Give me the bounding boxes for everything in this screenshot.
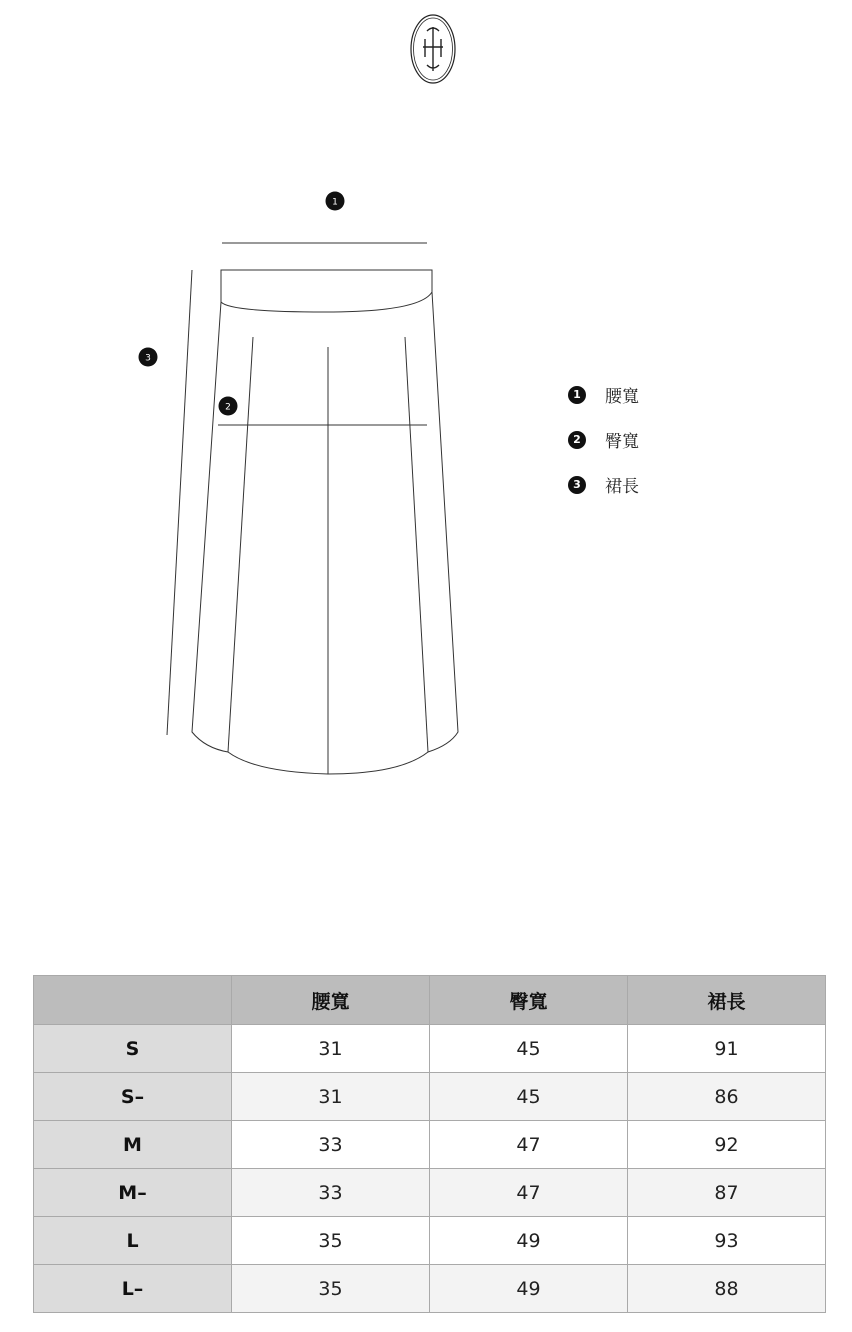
waist-value: 33 (232, 1169, 430, 1217)
length-value: 91 (628, 1025, 826, 1073)
length-value: 93 (628, 1217, 826, 1265)
hip-value: 45 (430, 1025, 628, 1073)
column-header-waist: 腰寬 (232, 976, 430, 1025)
column-header-hip: 臀寬 (430, 976, 628, 1025)
legend-number: 1 (568, 386, 586, 404)
table-row (34, 1265, 826, 1313)
legend-item-waist (568, 372, 639, 417)
length-value: 86 (628, 1073, 826, 1121)
legend-number: 3 (568, 476, 586, 494)
waistband (221, 270, 432, 312)
length-value: 88 (628, 1265, 826, 1313)
waist-value: 35 (232, 1217, 430, 1265)
svg-text:3: 3 (145, 353, 151, 364)
skirt-outline (192, 292, 458, 774)
table-row (34, 1025, 826, 1073)
marker-waist (326, 192, 345, 211)
hip-value: 49 (430, 1217, 628, 1265)
size-label: L– (34, 1265, 232, 1313)
length-measure-line (167, 270, 192, 735)
table-row (34, 1073, 826, 1121)
table-header-row (34, 976, 826, 1025)
size-label: M (34, 1121, 232, 1169)
waist-value: 31 (232, 1025, 430, 1073)
hip-value: 45 (430, 1073, 628, 1121)
hip-value: 47 (430, 1121, 628, 1169)
table-row (34, 1169, 826, 1217)
legend-label: 臀寬 (605, 432, 639, 452)
length-value: 92 (628, 1121, 826, 1169)
marker-hip (219, 397, 238, 416)
size-label: S (34, 1025, 232, 1073)
size-label: S– (34, 1073, 232, 1121)
legend-item-hip (568, 417, 639, 462)
table-row (34, 1217, 826, 1265)
size-label: L (34, 1217, 232, 1265)
marker-length (139, 348, 158, 367)
legend-number: 2 (568, 431, 586, 449)
svg-text:1: 1 (332, 197, 338, 208)
waist-value: 31 (232, 1073, 430, 1121)
legend-item-length (568, 462, 639, 507)
size-label: M– (34, 1169, 232, 1217)
waist-value: 33 (232, 1121, 430, 1169)
hip-value: 47 (430, 1169, 628, 1217)
measurement-legend (568, 372, 639, 507)
svg-text:2: 2 (225, 402, 231, 413)
size-chart-table (33, 975, 826, 1313)
column-header-length: 裙長 (628, 976, 826, 1025)
hip-value: 49 (430, 1265, 628, 1313)
legend-label: 腰寬 (605, 387, 639, 407)
waist-value: 35 (232, 1265, 430, 1313)
table-corner-cell (34, 976, 232, 1025)
length-value: 87 (628, 1169, 826, 1217)
table-row (34, 1121, 826, 1169)
legend-label: 裙長 (605, 477, 639, 497)
